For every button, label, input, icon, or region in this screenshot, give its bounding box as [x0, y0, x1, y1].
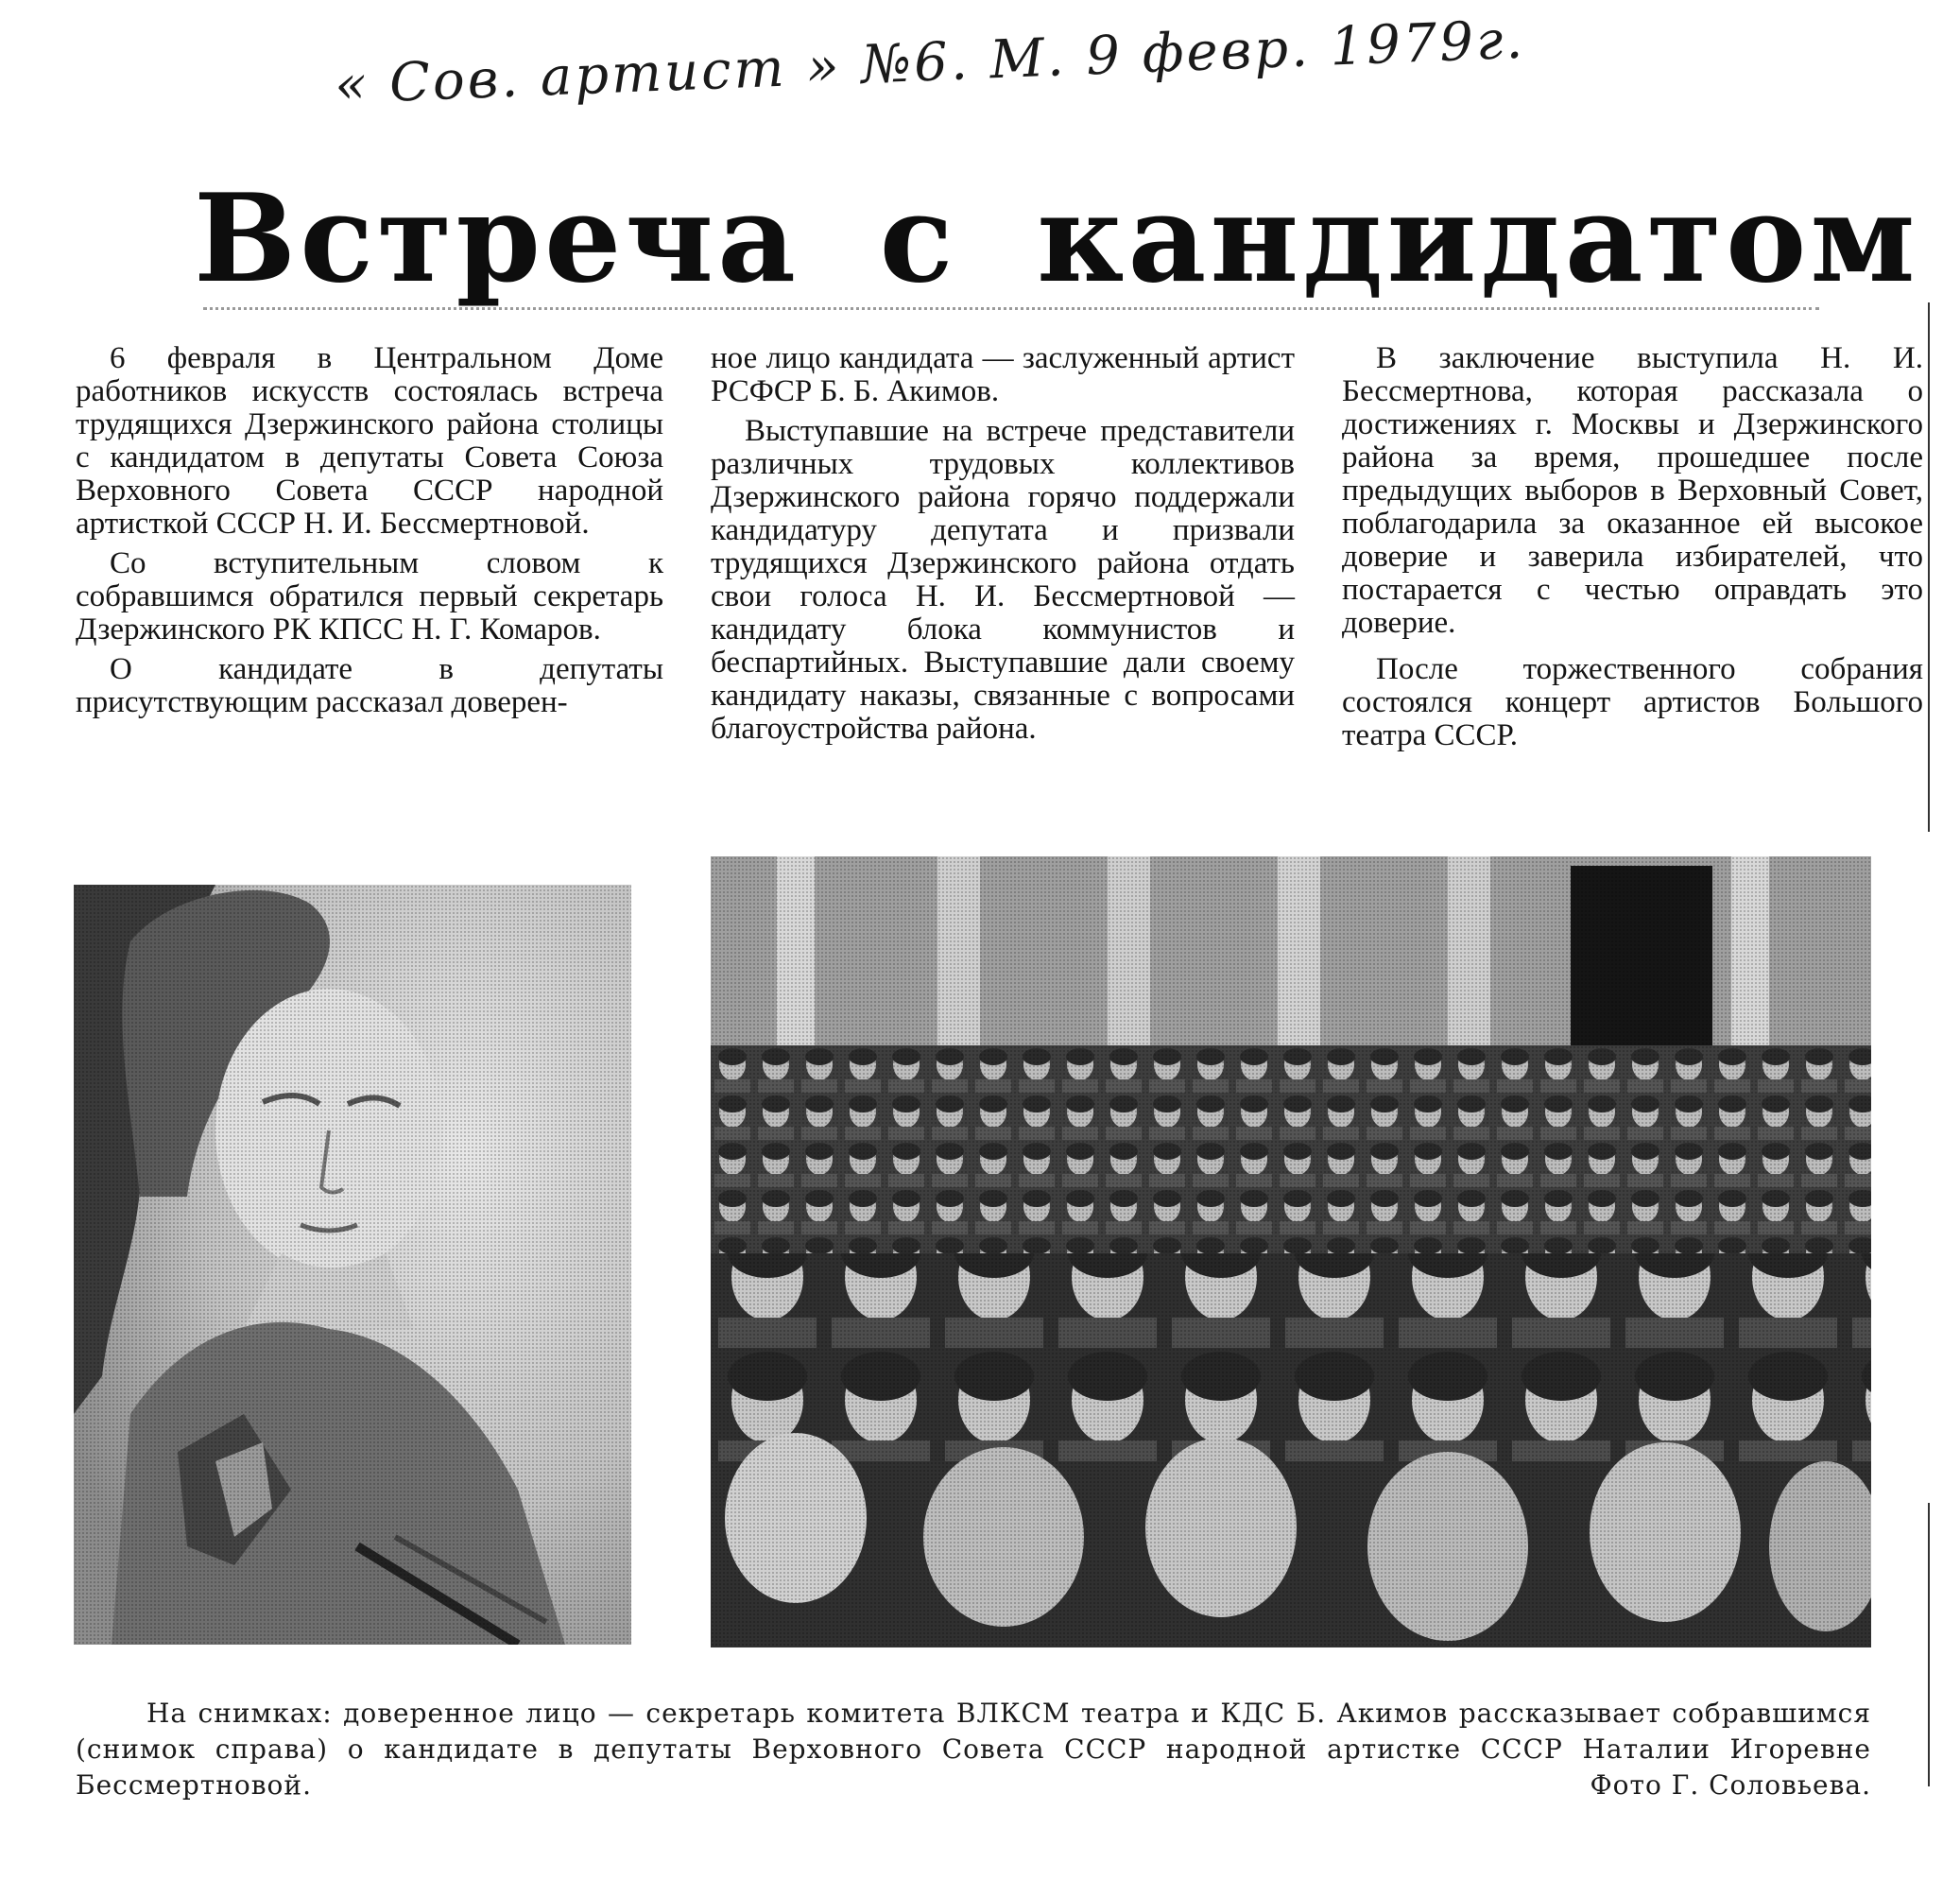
paragraph: О кандидате в депутаты присутствующим рассказал доверен-	[76, 652, 663, 719]
right-margin-rule-lower	[1928, 1503, 1930, 1786]
right-margin-rule	[1928, 302, 1930, 832]
article-column-1	[76, 342, 663, 726]
paragraph: Выступавшие на встрече представители различных трудовых коллективов Дзержинского района горячо поддержали кандидатуру депутата и призвали трудящихся Дзержинского района отдать свои голоса Н. И. Бессмертновой — кандидату блока коммунистов и беспартийных. Выступавшие дали своему кандидату наказы, связанные с вопросами благоустройства района.	[711, 414, 1295, 746]
photo-caption	[76, 1696, 1871, 1803]
portrait-photo	[74, 885, 631, 1645]
handwritten-citation: « Сов. артист » №6. М. 9 февр. 1979г.	[333, 9, 1527, 116]
article-column-3	[1342, 342, 1923, 759]
headline-divider	[203, 307, 1819, 313]
audience-image	[711, 856, 1871, 1647]
portrait-image	[74, 885, 631, 1645]
photo-credit: Фото Г. Соловьева.	[1590, 1769, 1871, 1801]
paragraph: 6 февраля в Центральном Доме работников искусств состоялась встреча трудящихся Дзержинского района столицы с кандидатом в депутаты Совета Союза Верховного Совета СССР народной артисткой СССР Н. И. Бессмертновой.	[76, 341, 663, 541]
paragraph: ное лицо кандидата — заслуженный артист РСФСР Б. Б. Акимов.	[711, 341, 1295, 408]
paragraph: Со вступительным словом к собравшимся обратился первый секретарь Дзержинского РК КПСС Н. Г. Комаров.	[76, 546, 663, 647]
audience-photo	[711, 856, 1871, 1647]
paragraph: В заключение выступила Н. И. Бессмертнова, которая рассказала о достижениях г. Москвы и Дзержинского района за время, прошедшее после предыдущих выборов в Верховный Совет, поблагодарила за оказанное ей высокое доверие и заверила избирателей, что постарается с честью оправдать это доверие.	[1342, 341, 1923, 640]
paragraph: После торжественного собрания состоялся концерт артистов Большого театра СССР.	[1342, 652, 1923, 752]
caption-text: На снимках: доверенное лицо — секретарь комитета ВЛКСМ театра и КДС Б. Акимов рассказывает собравшимся (снимок справа) о кандидате в депутаты Верховного Совета СССР народной артистке СССР Наталии Игоревне Бессмертновой.	[76, 1698, 1871, 1801]
article-column-2	[711, 342, 1295, 752]
article-headline: Встреча с кандидатом	[194, 168, 1919, 310]
